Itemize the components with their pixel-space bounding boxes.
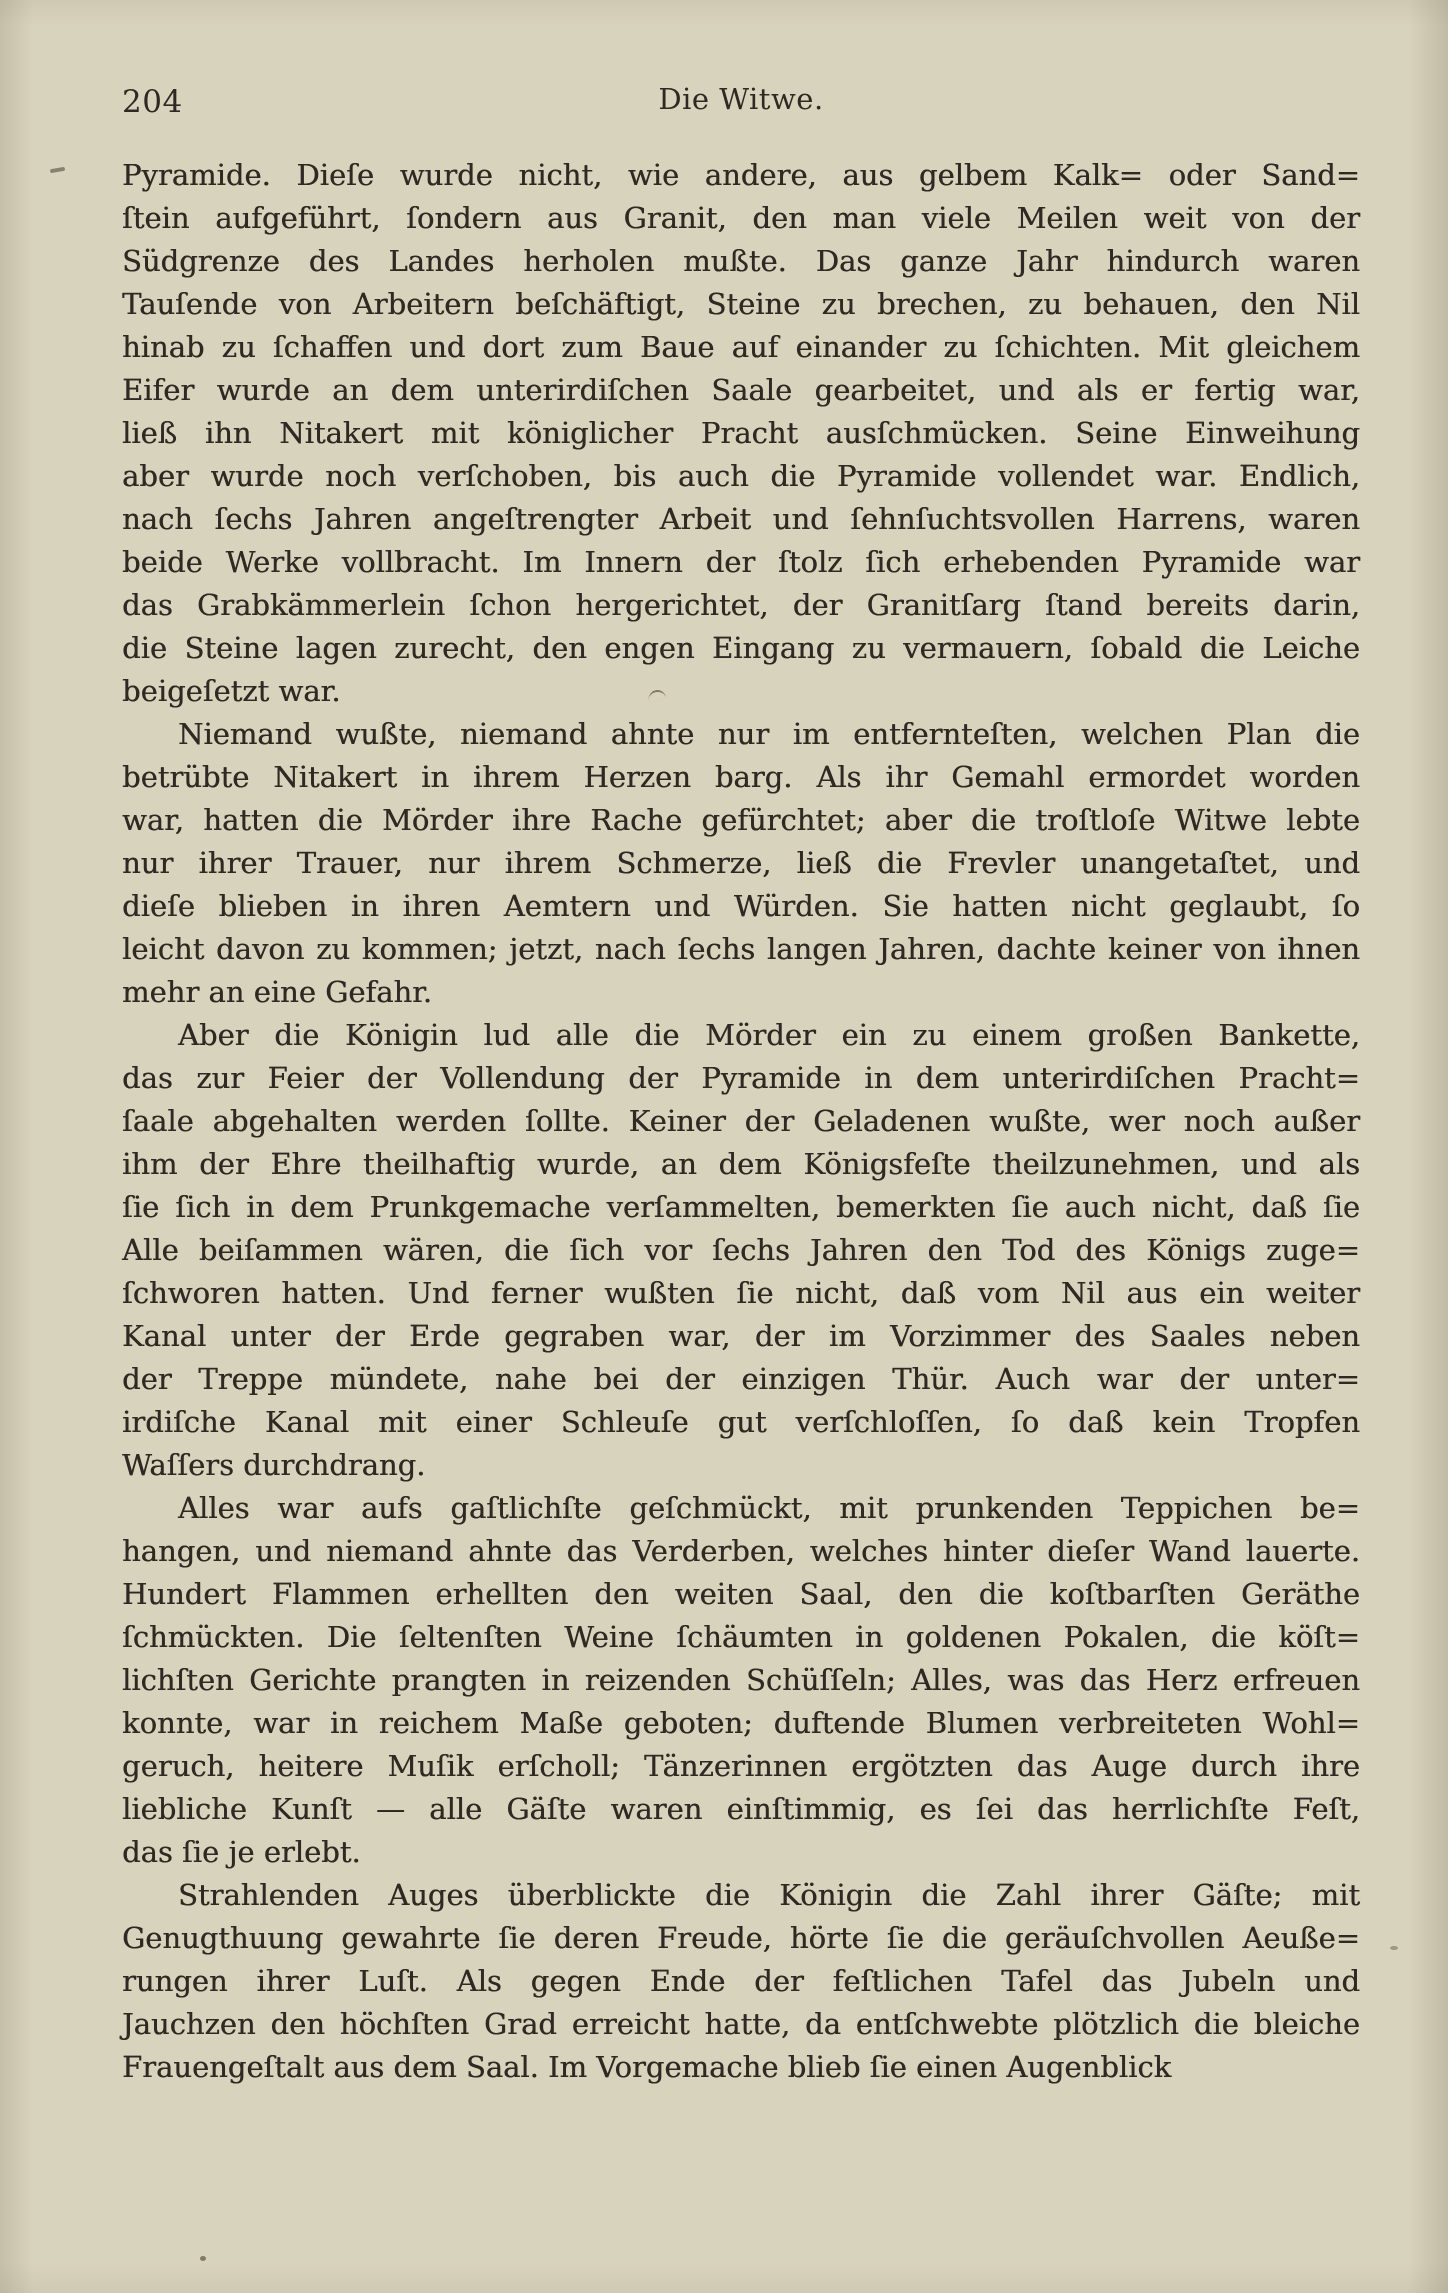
- text-line: Waſſers durchdrang.: [122, 1448, 426, 1482]
- scan-artifact-dot: [200, 2256, 206, 2261]
- text-line: ſaale abgehalten werden ſollte. Keiner der Geladenen wußte, wer noch außer: [122, 1104, 1360, 1138]
- text-line: irdiſche Kanal mit einer Schleuſe gut verſchloſſen, ſo daß kein Tropfen: [122, 1405, 1360, 1439]
- text-line: liebliche Kunſt — alle Gäſte waren einſtimmig, es ſei das herrlichſte Feſt,: [122, 1792, 1360, 1826]
- text-line: Alles war aufs gaſtlichſte geſchmückt, mit prunkenden Teppichen be=: [178, 1491, 1360, 1525]
- text-line: ſtein aufgeführt, ſondern aus Granit, den man viele Meilen weit von der: [122, 201, 1360, 235]
- text-line: ſie ſich in dem Prunkgemache verſammelten, bemerkten ſie auch nicht, daß ſie: [122, 1190, 1360, 1224]
- text-line: mehr an eine Gefahr.: [122, 975, 433, 1009]
- text-line: Tauſende von Arbeitern beſchäftigt, Steine zu brechen, zu behauen, den Nil: [122, 287, 1360, 321]
- text-line: beigeſetzt war.: [122, 674, 341, 708]
- text-line: beide Werke vollbracht. Im Innern der ſtolz ſich erhebenden Pyramide war: [122, 545, 1360, 579]
- text-line: geruch, heitere Muſik erſcholl; Tänzerinnen ergötzten das Auge durch ihre: [122, 1749, 1360, 1783]
- text-line: das Grabkämmerlein ſchon hergerichtet, der Granitſarg ſtand bereits darin,: [122, 588, 1360, 622]
- text-line: ließ ihn Nitakert mit königlicher Pracht ausſchmücken. Seine Einweihung: [122, 416, 1360, 450]
- text-line: die Steine lagen zurecht, den engen Eingang zu vermauern, ſobald die Leiche: [122, 631, 1360, 665]
- text-line: ihm der Ehre theilhaftig wurde, an dem Königsfeſte theilzunehmen, und als: [122, 1147, 1360, 1181]
- paragraph: [122, 1014, 1360, 1487]
- text-line: leicht davon zu kommen; jetzt, nach ſechs langen Jahren, dachte keiner von ihnen: [122, 932, 1360, 966]
- text-line: Frauengeſtalt aus dem Saal. Im Vorgemache blieb ſie einen Augenblick: [122, 2050, 1172, 2084]
- paragraph: [122, 154, 1360, 713]
- text-line: Alle beiſammen wären, die ſich vor ſechs Jahren den Tod des Königs zuge=: [122, 1233, 1360, 1267]
- text-line: hinab zu ſchaffen und dort zum Baue auf einander zu ſchichten. Mit gleichem: [122, 330, 1360, 364]
- scan-artifact-dot: [1390, 1946, 1398, 1950]
- text-line: war, hatten die Mörder ihre Rache gefürchtet; aber die troſtloſe Witwe lebte: [122, 803, 1360, 837]
- scan-artifact-dash: [50, 167, 65, 174]
- text-line: aber wurde noch verſchoben, bis auch die Pyramide vollendet war. Endlich,: [122, 459, 1360, 493]
- paragraph: [122, 1874, 1360, 2089]
- text-line: Jauchzen den höchſten Grad erreicht hatte, da entſchwebte plötzlich die bleiche: [122, 2007, 1360, 2041]
- text-line: der Treppe mündete, nahe bei der einzigen Thür. Auch war der unter=: [122, 1362, 1360, 1396]
- text-line: dieſe blieben in ihren Aemtern und Würden. Sie hatten nicht geglaubt, ſo: [122, 889, 1360, 923]
- text-line: das zur Feier der Vollendung der Pyramide in dem unterirdiſchen Pracht=: [122, 1061, 1360, 1095]
- text-block: [122, 82, 1360, 2089]
- text-line: lichſten Gerichte prangten in reizenden Schüſſeln; Alles, was das Herz erfreuen: [122, 1663, 1360, 1697]
- paragraph: [122, 1487, 1360, 1874]
- text-line: Aber die Königin lud alle die Mörder ein zu einem großen Bankette,: [178, 1018, 1360, 1052]
- text-line: Eifer wurde an dem unterirdiſchen Saale gearbeitet, und als er fertig war,: [122, 373, 1360, 407]
- page-body: [122, 154, 1360, 2089]
- text-line: ſchmückten. Die ſeltenſten Weine ſchäumten in goldenen Pokalen, die köſt=: [122, 1620, 1360, 1654]
- text-line: ſchworen hatten. Und ferner wußten ſie nicht, daß vom Nil aus ein weiter: [122, 1276, 1360, 1310]
- running-title: Die Witwe.: [658, 82, 824, 116]
- text-line: betrübte Nitakert in ihrem Herzen barg. Als ihr Gemahl ermordet worden: [122, 760, 1360, 794]
- text-line: Strahlenden Auges überblickte die Königin die Zahl ihrer Gäſte; mit: [178, 1878, 1360, 1912]
- text-line: konnte, war in reichem Maße geboten; duftende Blumen verbreiteten Wohl=: [122, 1706, 1360, 1740]
- text-line: nach ſechs Jahren angeſtrengter Arbeit und ſehnſuchtsvollen Harrens, waren: [122, 502, 1360, 536]
- page-number: 204: [122, 84, 183, 120]
- text-line: das ſie je erlebt.: [122, 1835, 361, 1869]
- text-line: Niemand wußte, niemand ahnte nur im entfernteſten, welchen Plan die: [178, 717, 1360, 751]
- text-line: nur ihrer Trauer, nur ihrem Schmerze, ließ die Frevler unangetaſtet, und: [122, 846, 1360, 880]
- text-line: Kanal unter der Erde gegraben war, der im Vorzimmer des Saales neben: [122, 1319, 1360, 1353]
- text-line: Pyramide. Dieſe wurde nicht, wie andere, aus gelbem Kalk= oder Sand=: [122, 158, 1360, 192]
- text-line: Genugthuung gewahrte ſie deren Freude, hörte ſie die geräuſchvollen Aeuße=: [122, 1921, 1360, 1955]
- text-line: Hundert Flammen erhellten den weiten Saal, den die koſtbarſten Geräthe: [122, 1577, 1360, 1611]
- text-line: hangen, und niemand ahnte das Verderben, welches hinter dieſer Wand lauerte.: [122, 1534, 1360, 1568]
- page-header: [122, 82, 1360, 128]
- text-line: Südgrenze des Landes herholen mußte. Das ganze Jahr hindurch waren: [122, 244, 1360, 278]
- text-line: rungen ihrer Luſt. Als gegen Ende der feſtlichen Tafel das Jubeln und: [122, 1964, 1360, 1998]
- paragraph: [122, 713, 1360, 1014]
